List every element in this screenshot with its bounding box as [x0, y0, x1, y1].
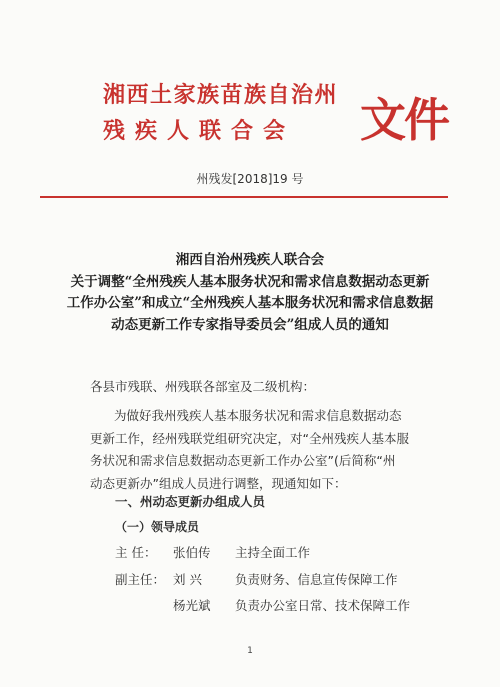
roster-role: 副主任：: [115, 572, 166, 587]
roster-duty: 负责办公室日常、技术保障工作: [235, 598, 411, 613]
red-divider-line: [40, 196, 448, 198]
roster-duty: 主持全面工作: [235, 545, 311, 560]
title-line-2: 关于调整“全州残疾人基本服务状况和需求信息数据动态更新: [70, 273, 430, 290]
roster-duty: 负责财务、信息宣传保障工作: [235, 572, 398, 587]
org-name-line2: 残疾人联合会: [103, 119, 296, 144]
addressee: 各县市残联、州残联各部室及二级机构：: [90, 379, 316, 394]
title-line-3: 工作办公室”和成立“全州残疾人基本服务状况和需求信息数据: [66, 295, 434, 312]
document-number: 州残发[2018]19 号: [196, 172, 304, 186]
roster-role: 主 任：: [115, 545, 157, 560]
org-name-line1: 湘西土家族苗族自治州: [103, 83, 339, 108]
paragraph-line-4: 动态更新办”组成人员进行调整，现通知如下：: [90, 475, 347, 491]
paragraph-line-2: 更新工作，经州残联党组研究决定，对“全州残疾人基本服: [90, 430, 409, 446]
section-heading-1: 一、州动态更新办组成人员: [115, 494, 266, 509]
body-paragraph: [90, 405, 450, 495]
page-number: 1: [247, 646, 253, 656]
roster-name: 杨光斌: [173, 598, 211, 613]
roster-name: 刘 兴: [173, 572, 202, 587]
title-line-4: 动态更新工作专家指导委员会”组成人员的通知: [111, 316, 389, 333]
paragraph-line-3: 务状况和需求信息数据动态更新工作办公室”(后简称“州: [90, 453, 396, 468]
document-mark: 文件: [360, 93, 448, 147]
document-title: [40, 250, 460, 336]
title-line-1: 湘西自治州残疾人联合会: [175, 252, 325, 268]
paragraph-line-1: 为做好我州残疾人基本服务状况和需求信息数据动态: [114, 408, 402, 423]
roster-name: 张伯传: [173, 545, 211, 560]
subsection-heading: （一）领导成员: [115, 520, 200, 534]
